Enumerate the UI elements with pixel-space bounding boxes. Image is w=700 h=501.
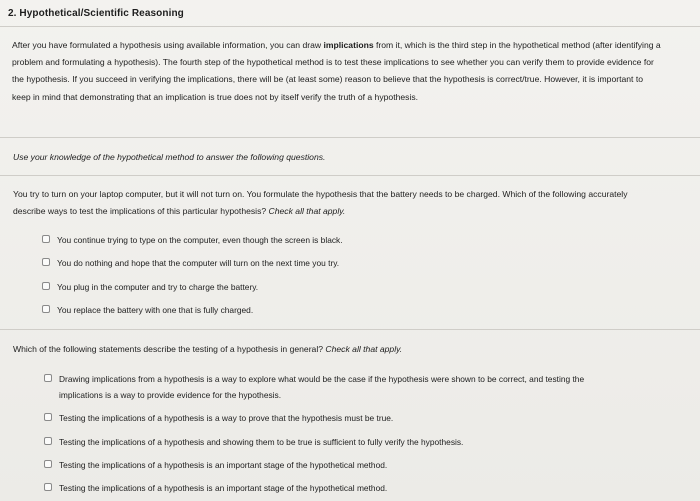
checkbox[interactable]	[44, 460, 52, 468]
intro-divider	[0, 137, 700, 138]
q2-option-2[interactable]	[44, 411, 629, 425]
question-1-text: You try to turn on your laptop computer, but it will not turn on. You formulate the hypothesis that the battery needs to be charged. Which of the following accurately describe ways to test the implications of this particular hypothesis?	[13, 189, 628, 216]
q1-option-3[interactable]	[42, 280, 627, 294]
q1-option-3-label: You plug in the computer and try to charge the battery.	[57, 282, 259, 292]
q2-option-1-label: Drawing implications from a hypothesis is a way to explore what would be the case if the hypothesis were shown to be correct, and testing the implications is a way to provide evidence for the hypothesis.	[59, 374, 585, 400]
intro-text-1: After you have formulated a hypothesis using available information, you can draw	[12, 40, 324, 50]
instruction-text: Use your knowledge of the hypothetical method to answer the following questions.	[13, 152, 326, 162]
q1-option-2-label: You do nothing and hope that the computer will turn on the next time you try.	[57, 258, 340, 268]
checkbox[interactable]	[42, 282, 50, 290]
question-divider	[0, 329, 700, 330]
checkbox[interactable]	[42, 305, 50, 313]
q2-option-4[interactable]	[44, 458, 629, 472]
question-2-text: Which of the following statements describe the testing of a hypothesis in general?	[13, 344, 326, 354]
q1-option-4[interactable]	[42, 303, 627, 317]
q2-option-2-label: Testing the implications of a hypothesis is a way to prove that the hypothesis must be true.	[59, 413, 394, 423]
checkbox[interactable]	[44, 413, 52, 421]
checkbox[interactable]	[44, 483, 52, 491]
checkbox[interactable]	[44, 374, 52, 382]
q2-option-3-label: Testing the implications of a hypothesis and showing them to be true is sufficient to fully verify the hypothesis.	[59, 437, 464, 447]
q1-option-4-label: You replace the battery with one that is fully charged.	[57, 305, 254, 315]
question-2-hint: Check all that apply.	[325, 344, 403, 354]
intro-bold-term: implications	[323, 40, 374, 50]
intro-text-2: from it, which is the third step in the hypothetical method (after identifying a problem and formulating a hypothesis). The fourth step of the hypothetical method is to test these implications to see whether you can verify them to provide evidence for the hypothesis. If you succeed in verifying the implications, there will be (at least some) reason to believe that the hypothesis is correct/true. However, it is important to keep in mind that demonstrating that an implication is true does not by itself verify the truth of a hypothesis.	[12, 40, 661, 102]
q2-option-1[interactable]	[44, 372, 629, 403]
q2-option-5[interactable]	[44, 481, 629, 495]
checkbox[interactable]	[42, 258, 50, 266]
q1-option-1-label: You continue trying to type on the computer, even though the screen is black.	[57, 235, 343, 245]
q2-option-5-label: Testing the implications of a hypothesis is an important stage of the hypothetical method.	[59, 483, 388, 493]
section-title: 2. Hypothetical/Scientific Reasoning	[8, 8, 184, 19]
q2-option-4-label: Testing the implications of a hypothesis is an important stage of the hypothetical method.	[59, 460, 388, 470]
q1-option-2[interactable]	[42, 256, 627, 270]
question-1	[13, 186, 653, 220]
intro-paragraph	[12, 37, 662, 106]
checkbox[interactable]	[42, 235, 50, 243]
instruction-divider	[0, 175, 700, 176]
question-2	[13, 341, 653, 358]
question-1-hint: Check all that apply.	[268, 206, 346, 216]
checkbox[interactable]	[44, 437, 52, 445]
q2-option-3[interactable]	[44, 435, 629, 449]
q1-option-1[interactable]	[42, 233, 627, 247]
title-divider	[0, 26, 700, 27]
